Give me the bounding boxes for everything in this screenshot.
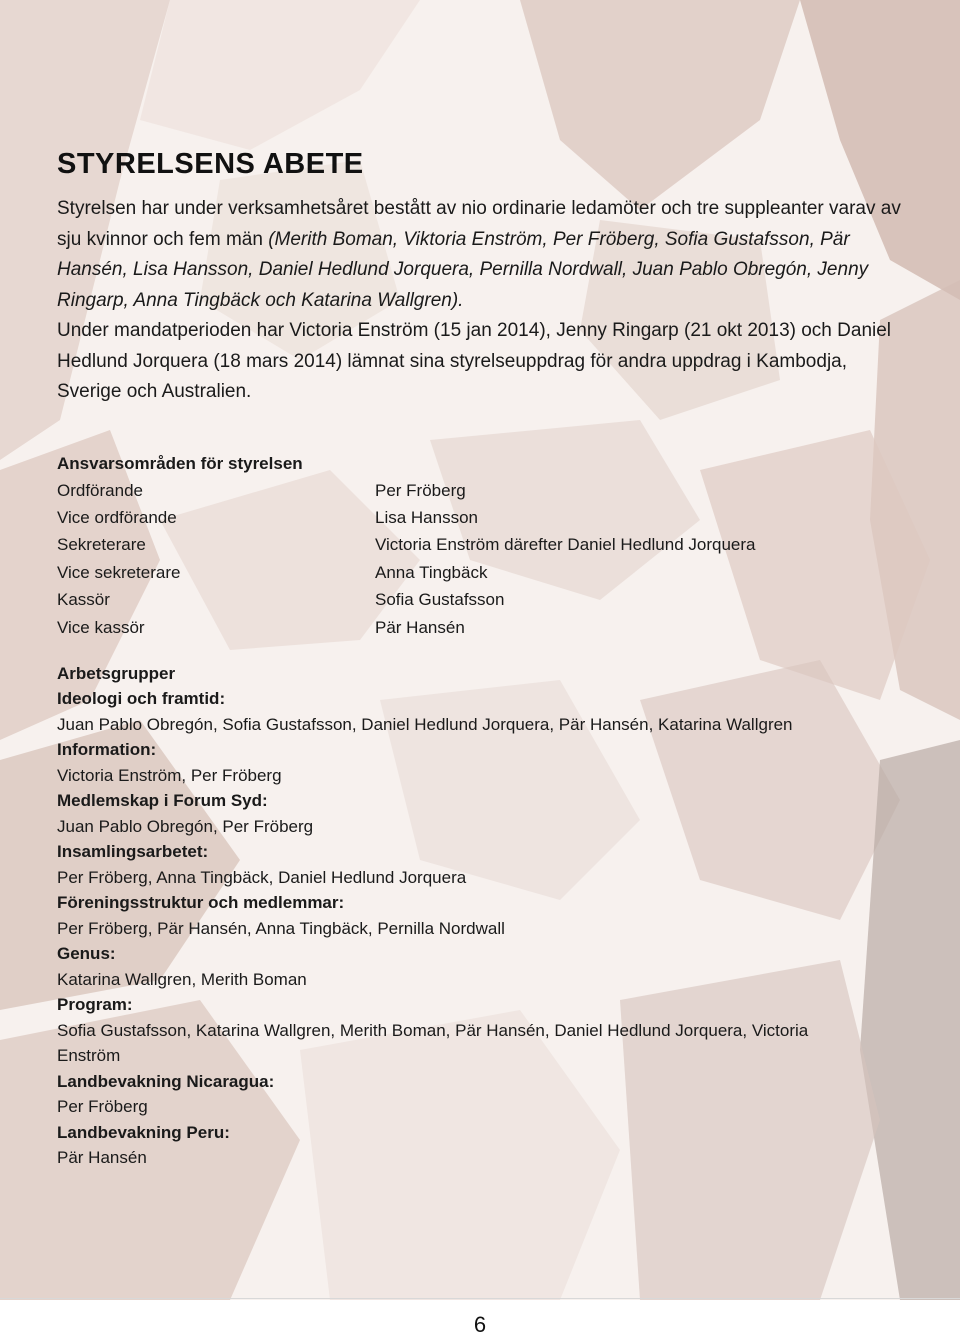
- mandate-paragraph: Under mandatperioden har Victoria Enström (15 jan 2014), Jenny Ringarp (21 okt 2013) och Daniel Hedlund Jorquera (18 mars 2014) lämnat sina styrelseuppdrag för andra uppdrag i Kambodja, Sverige och Australien.: [57, 320, 892, 402]
- roles-table: [57, 477, 756, 641]
- role-person: Lisa Hansson: [375, 507, 479, 527]
- working-group-members: Per Fröberg: [57, 1097, 148, 1117]
- roles-heading: Ansvarsområden för styrelsen: [57, 453, 303, 473]
- board-intro-paragraph: [57, 194, 907, 316]
- working-group: [57, 788, 907, 839]
- working-group-name: Program:: [57, 995, 133, 1015]
- role-title: Ordförande: [57, 480, 143, 500]
- role-title: Vice ordförande: [57, 507, 177, 527]
- role-row: [57, 586, 756, 613]
- footer-divider: [0, 1298, 960, 1299]
- role-person: Pär Hansén: [375, 617, 465, 637]
- role-person: Anna Tingbäck: [375, 562, 488, 582]
- working-group-members: Victoria Enström, Per Fröberg: [57, 765, 282, 785]
- role-row: [57, 504, 756, 531]
- working-group: [57, 1069, 907, 1120]
- working-group: [57, 686, 907, 737]
- working-group-name: Medlemskap i Forum Syd:: [57, 791, 268, 811]
- working-group-name: Föreningsstruktur och medlemmar:: [57, 893, 345, 913]
- page-content: [57, 146, 907, 1171]
- working-group-name: Information:: [57, 740, 157, 760]
- working-group-members: Per Fröberg, Pär Hansén, Anna Tingbäck, Pernilla Nordwall: [57, 918, 505, 938]
- role-row: [57, 477, 756, 504]
- page-number: 6: [473, 1312, 487, 1337]
- working-group-members: Pär Hansén: [57, 1148, 147, 1168]
- role-title: Vice sekreterare: [57, 562, 181, 582]
- working-group-name: Genus:: [57, 944, 116, 964]
- working-group: [57, 992, 907, 1069]
- role-row: [57, 559, 756, 586]
- working-group: [57, 839, 907, 890]
- role-person: Sofia Gustafsson: [375, 590, 505, 610]
- role-title: Kassör: [57, 590, 110, 610]
- working-group: [57, 941, 907, 992]
- board-intro-lead: Styrelsen har under verksamhetsåret bestått av nio ordinarie ledamöter och tre suppleanter varav av sju kvinnor och fem män: [57, 198, 901, 250]
- working-group-name: Landbevakning Peru:: [57, 1122, 230, 1142]
- role-row: [57, 614, 756, 641]
- working-group-members: Per Fröberg, Anna Tingbäck, Daniel Hedlund Jorquera: [57, 867, 467, 887]
- page-title: STYRELSENS ABETE: [57, 148, 364, 180]
- role-title: Vice kassör: [57, 617, 145, 637]
- board-members-list: (Merith Boman, Viktoria Enström, Per Fröberg, Sofia Gustafsson, Pär Hansén, Lisa Hansson, Daniel Hedlund Jorquera, Pernilla Nordwall, Juan Pablo Obregón, Jenny Ringarp, Anna Tingbäck och Katarina Wallgren).: [57, 228, 869, 311]
- working-group-members: Juan Pablo Obregón, Sofia Gustafsson, Daniel Hedlund Jorquera, Pär Hansén, Katarina Wallgren: [57, 714, 793, 734]
- role-row: [57, 531, 756, 558]
- working-group-members: Katarina Wallgren, Merith Boman: [57, 969, 307, 989]
- role-title: Sekreterare: [57, 535, 146, 555]
- role-person: Victoria Enström därefter Daniel Hedlund Jorquera: [375, 535, 756, 555]
- working-group-name: Ideologi och framtid:: [57, 689, 226, 709]
- working-group: [57, 890, 907, 941]
- working-groups-heading: Arbetsgrupper: [57, 663, 176, 683]
- working-group-name: Insamlingsarbetet:: [57, 842, 209, 862]
- working-group-name: Landbevakning Nicaragua:: [57, 1071, 275, 1091]
- working-group-members: Juan Pablo Obregón, Per Fröberg: [57, 816, 314, 836]
- working-group: [57, 1120, 907, 1171]
- working-group: [57, 737, 907, 788]
- working-group-members: Sofia Gustafsson, Katarina Wallgren, Merith Boman, Pär Hansén, Daniel Hedlund Jorquera, Victoria Enström: [57, 1020, 809, 1066]
- role-person: Per Fröberg: [375, 480, 466, 500]
